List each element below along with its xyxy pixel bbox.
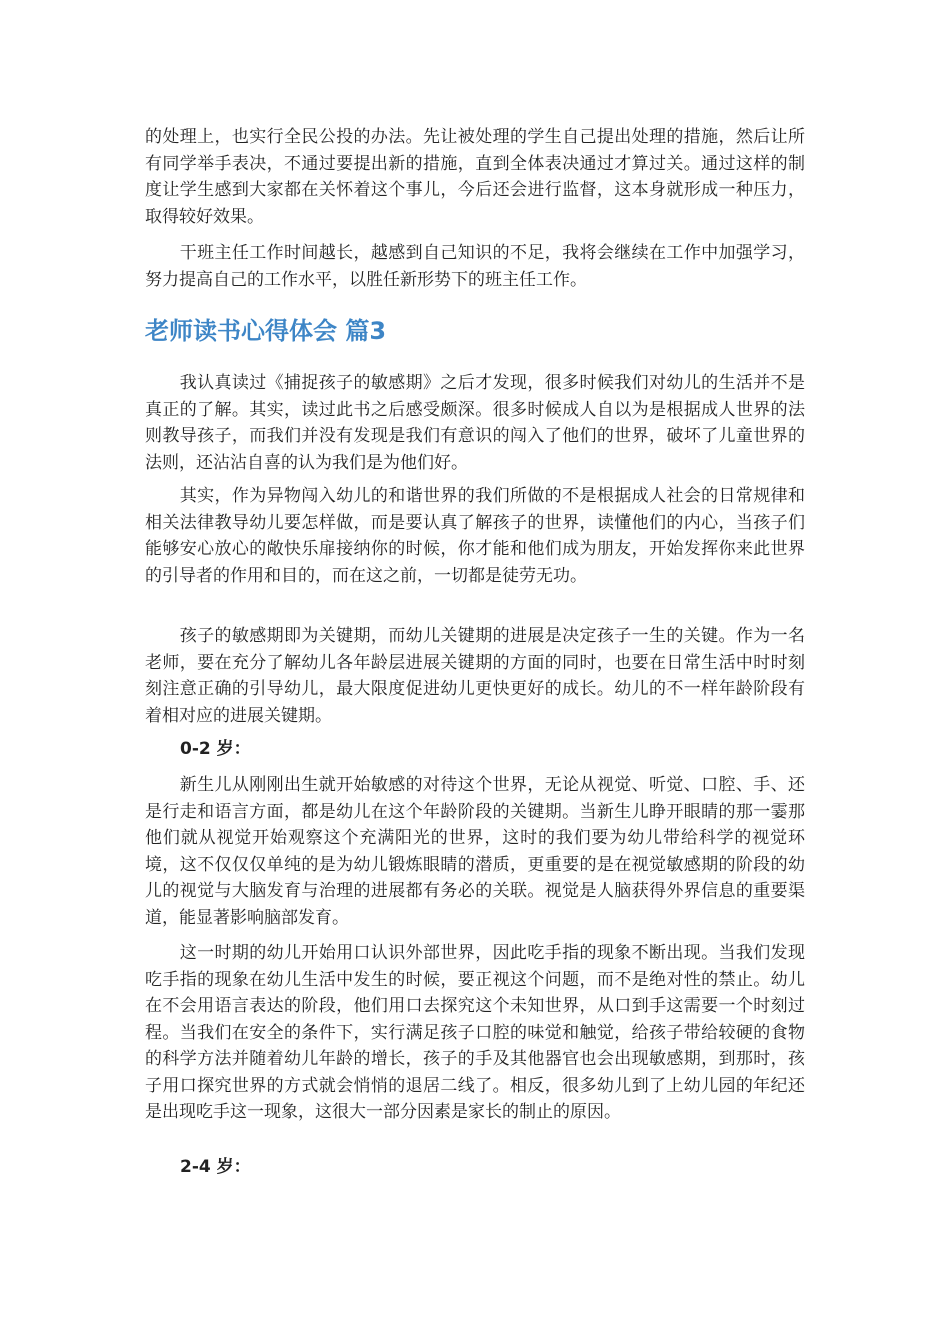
age-0-2-subheading: 0-2 岁： xyxy=(180,739,251,759)
paragraph-newborn-vision: 新生儿从刚刚出生就开始敏感的对待这个世界，无论从视觉、听觉、口腔、手、还是行走和语言方面，都是幼儿在这个年龄阶段的关键期。当新生儿睁开眼睛的那一霎那他们就从视觉开始观察这个充满阳光的世界，这时的我们要为幼儿带给科学的视觉环境，这不仅仅仅单纯的是为幼儿锻炼眼睛的潜质，更重要的是在视觉敏感期的阶段的幼儿的视觉与大脑发育与治理的进展都有务必的关联。视觉是人脑获得外界信息的重要渠道，能显著影响脑部发育。 xyxy=(145,775,805,928)
paragraph-child-world: 其实，作为异物闯入幼儿的和谐世界的我们所做的不是根据成人社会的日常规律和相关法律教导幼儿要怎样做，而是要认真了解孩子的世界，读懂他们的内心，当孩子们能够安心放心的敞快乐扉接纳你的时候，你才能和他们成为朋友，开始发挥你来此世界的引导者的作用和目的，而在这之前，一切都是徒劳无功。 xyxy=(145,486,805,586)
paragraph-discipline-vote: 的处理上，也实行全民公投的办法。先让被处理的学生自己提出处理的措施，然后让所有同学举手表决，不通过要提出新的措施，直到全体表决通过才算过关。通过这样的制度让学生感到大家都在关怀着这个事儿，今后还会进行监督，这本身就形成一种压力，取得较好效果。 xyxy=(145,127,805,227)
section-heading: 老师读书心得体会 篇3 xyxy=(145,317,387,345)
paragraph-book-reflection: 我认真读过《捕捉孩子的敏感期》之后才发现，很多时候我们对幼儿的生活并不是真正的了解。其实，读过此书之后感受颇深。很多时候成人自以为是根据成人世界的法则教导孩子，而我们并没有发现是我们有意识的闯入了他们的世界，破坏了儿童世界的法则，还沾沾自喜的认为我们是为他们好。 xyxy=(145,373,805,473)
paragraph-mouth-stage: 这一时期的幼儿开始用口认识外部世界，因此吃手指的现象不断出现。当我们发现吃手指的现象在幼儿生活中发生的时候，要正视这个问题，而不是绝对性的禁止。幼儿在不会用语言表达的阶段，他们用口去探究这个未知世界，从口到手这需要一个时刻过程。当我们在安全的条件下，实行满足孩子口腔的味觉和触觉，给孩子带给较硬的食物的科学方法并随着幼儿年龄的增长，孩子的手及其他器官也会出现敏感期，到那时，孩子用口探究世界的方式就会悄悄的退居二线了。相反，很多幼儿到了上幼儿园的年纪还是出现吃手这一现象，这很大一部分因素是家长的制止的原因。 xyxy=(145,943,805,1122)
paragraph-teacher-conclusion: 干班主任工作时间越长，越感到自己知识的不足，我将会继续在工作中加强学习，努力提高自己的工作水平，以胜任新形势下的班主任工作。 xyxy=(145,243,805,290)
paragraph-sensitive-period: 孩子的敏感期即为关键期，而幼儿关键期的进展是决定孩子一生的关键。作为一名老师，要在充分了解幼儿各年龄层进展关键期的方面的同时，也要在日常生活中时时刻刻注意正确的引导幼儿，最大限度促进幼儿更快更好的成长。幼儿的不一样年龄阶段有着相对应的进展关键期。 xyxy=(145,626,805,726)
age-2-4-subheading: 2-4 岁： xyxy=(180,1157,251,1177)
